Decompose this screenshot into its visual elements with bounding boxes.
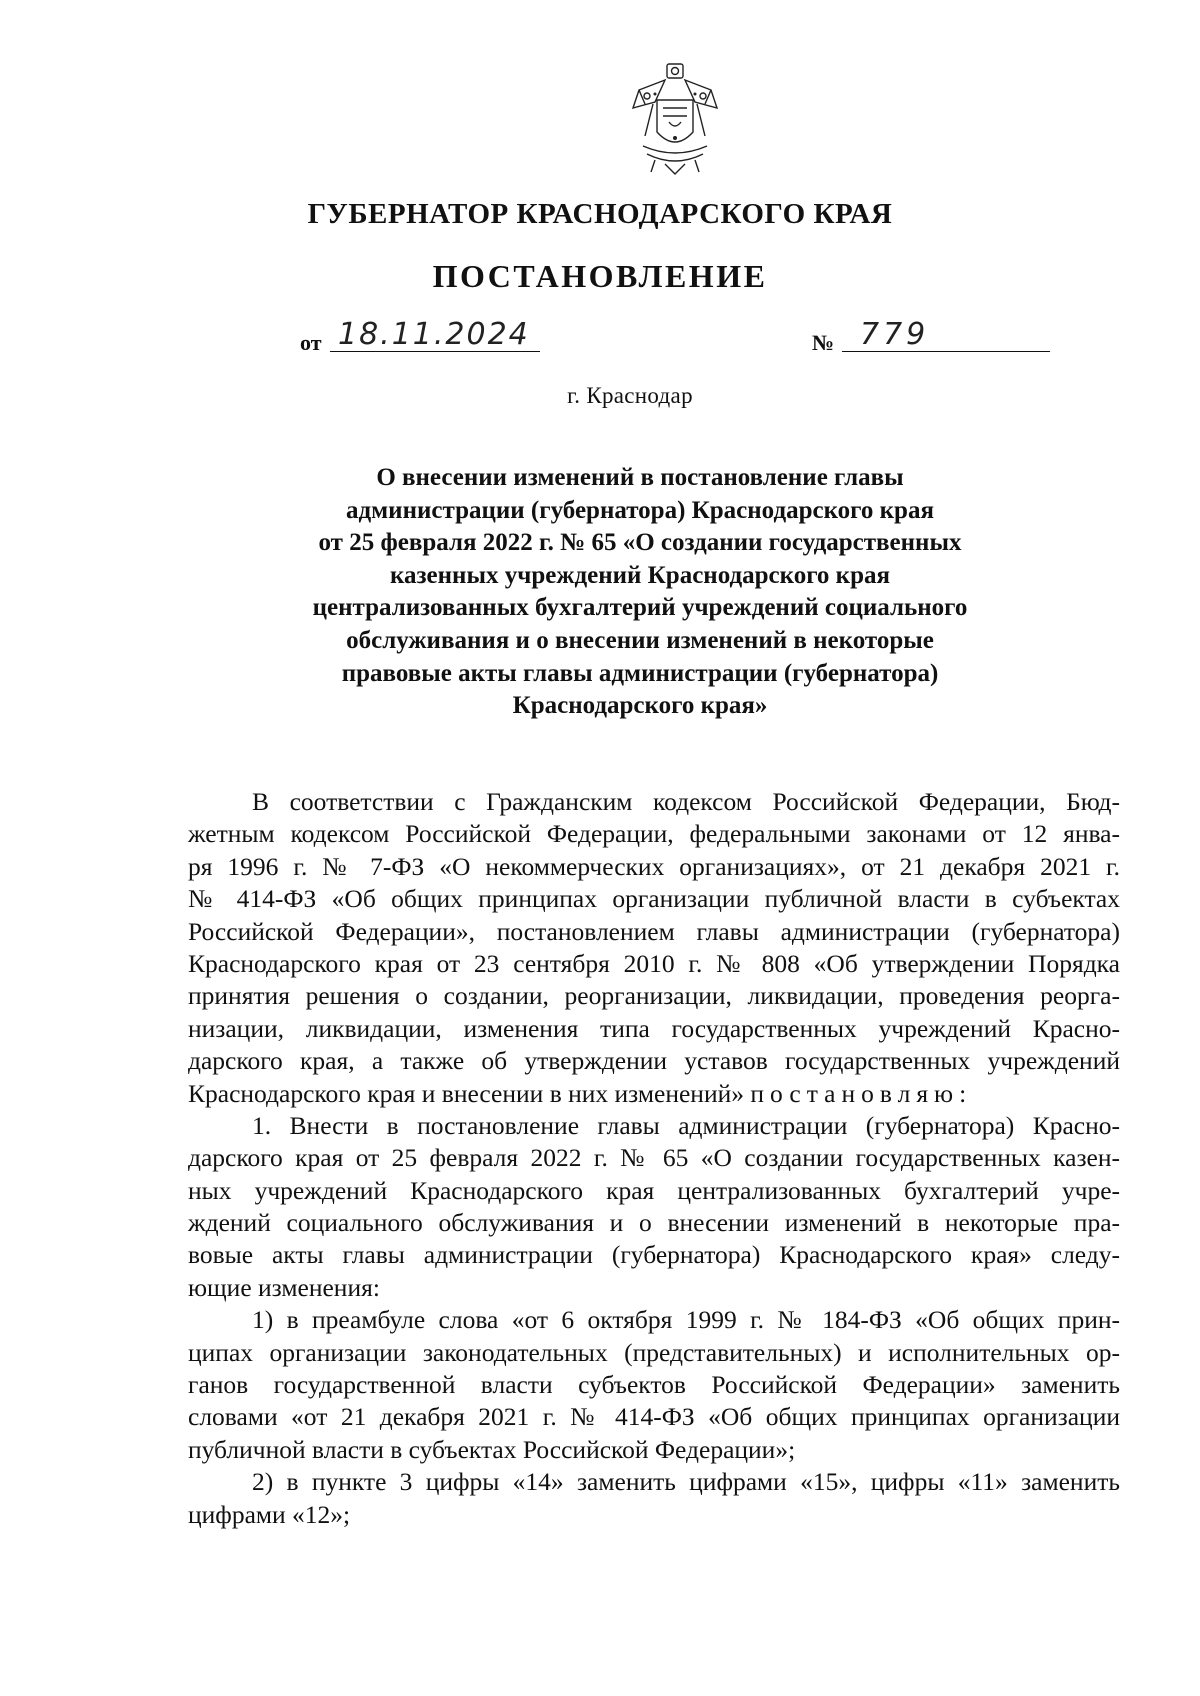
sub1-line: ципах организации законодательных (представительных) и исполнительных ор- [188,1337,1120,1367]
preamble-line: Краснодарского края от 23 сентября 2010 г. № 808 «Об утверждении Порядка [188,948,1120,978]
preamble-line: Российской Федерации», постановлением главы администрации (губернатора) [188,916,1120,946]
coat-of-arms-emblem [625,60,725,178]
sub1-line: публичной власти в субъектах Российской Федерации»; [188,1434,796,1464]
preamble-line: ря 1996 г. № 7-ФЗ «О некоммерческих организациях», от 21 декабря 2021 г. [188,851,1120,881]
city-line: г. Краснодар [567,383,693,408]
item1-line: ных учреждений Краснодарского края централизованных бухгалтерий учре- [188,1175,1120,1205]
heading-line: централизованных бухгалтерий учреждений социального [312,594,968,622]
sub1-line: ганов государственной власти субъектов Российской Федерации» заменить [188,1370,1120,1400]
item1-line: 1. Внести в постановление главы администрации (губернатора) Красно- [252,1110,1120,1140]
item1-line: ждений социального обслуживания и о внесении изменений в некоторые пра- [188,1208,1120,1238]
preamble-last-text: Краснодарского края и внесении в них изменений» [188,1078,744,1108]
document-date: 18.11.2024 [330,318,540,352]
preamble-line: В соответствии с Гражданским кодексом Российской Федерации, Бюд- [252,787,1120,816]
preamble-line: жетным кодексом Российской Федерации, федеральными законами от 12 янва- [188,819,1120,849]
item1-line: вовые акты главы администрации (губернатора) Краснодарского края» следу- [188,1240,1120,1270]
heading-line: казенных учреждений Краснодарского края [389,561,891,589]
item1-line: дарского края от 25 февраля 2022 г. № 65 «О создании государственных казен- [188,1143,1120,1173]
preamble-line: низации, ликвидации, изменения типа государственных учреждений Красно- [188,1013,1120,1043]
document-body [188,786,1120,1531]
preamble-line: принятия решения о создании, реорганизации, ликвидации, проведения реорга- [188,981,1120,1011]
preamble-line: № 414-ФЗ «Об общих принципах организации публичной власти в субъектах [188,884,1120,914]
sub1-line: 1) в преамбуле слова «от 6 октября 1999 г. № 184-ФЗ «Об общих прин- [252,1305,1120,1335]
resolution-heading [200,462,1080,723]
heading-line: обслуживания и о внесении изменений в некоторые [346,626,934,654]
sub2-line: 2) в пункте 3 цифры «14» заменить цифрами «15», цифры «11» заменить [252,1467,1120,1497]
document-number: 779 [842,318,1050,352]
number-prefix: № [812,330,835,355]
heading-line: О внесении изменений в постановление главы [376,464,904,491]
heading-line: администрации (губернатора) Краснодарского края [346,496,934,524]
organization-title: ГУБЕРНАТОР КРАСНОДАРСКОГО КРАЯ [307,198,893,230]
date-prefix: от [300,330,322,355]
heading-line: правовые акты главы администрации (губернатора) [341,659,939,687]
preamble-line: дарского края, а также об утверждении уставов государственных учреждений [188,1046,1120,1076]
item1-line: ющие изменения: [188,1272,380,1302]
heading-line: от 25 февраля 2022 г. № 65 «О создании государственных [318,529,962,557]
resolve-word: постановляю: [750,1078,973,1108]
preamble-last-line [188,1078,1120,1110]
sub1-line: словами «от 21 декабря 2021 г. № 414-ФЗ «Об общих принципах организации [188,1402,1120,1432]
heading-line: Краснодарского края» [512,692,768,720]
sub2-line: цифрами «12»; [188,1499,351,1529]
document-type: ПОСТАНОВЛЕНИЕ [432,258,768,294]
